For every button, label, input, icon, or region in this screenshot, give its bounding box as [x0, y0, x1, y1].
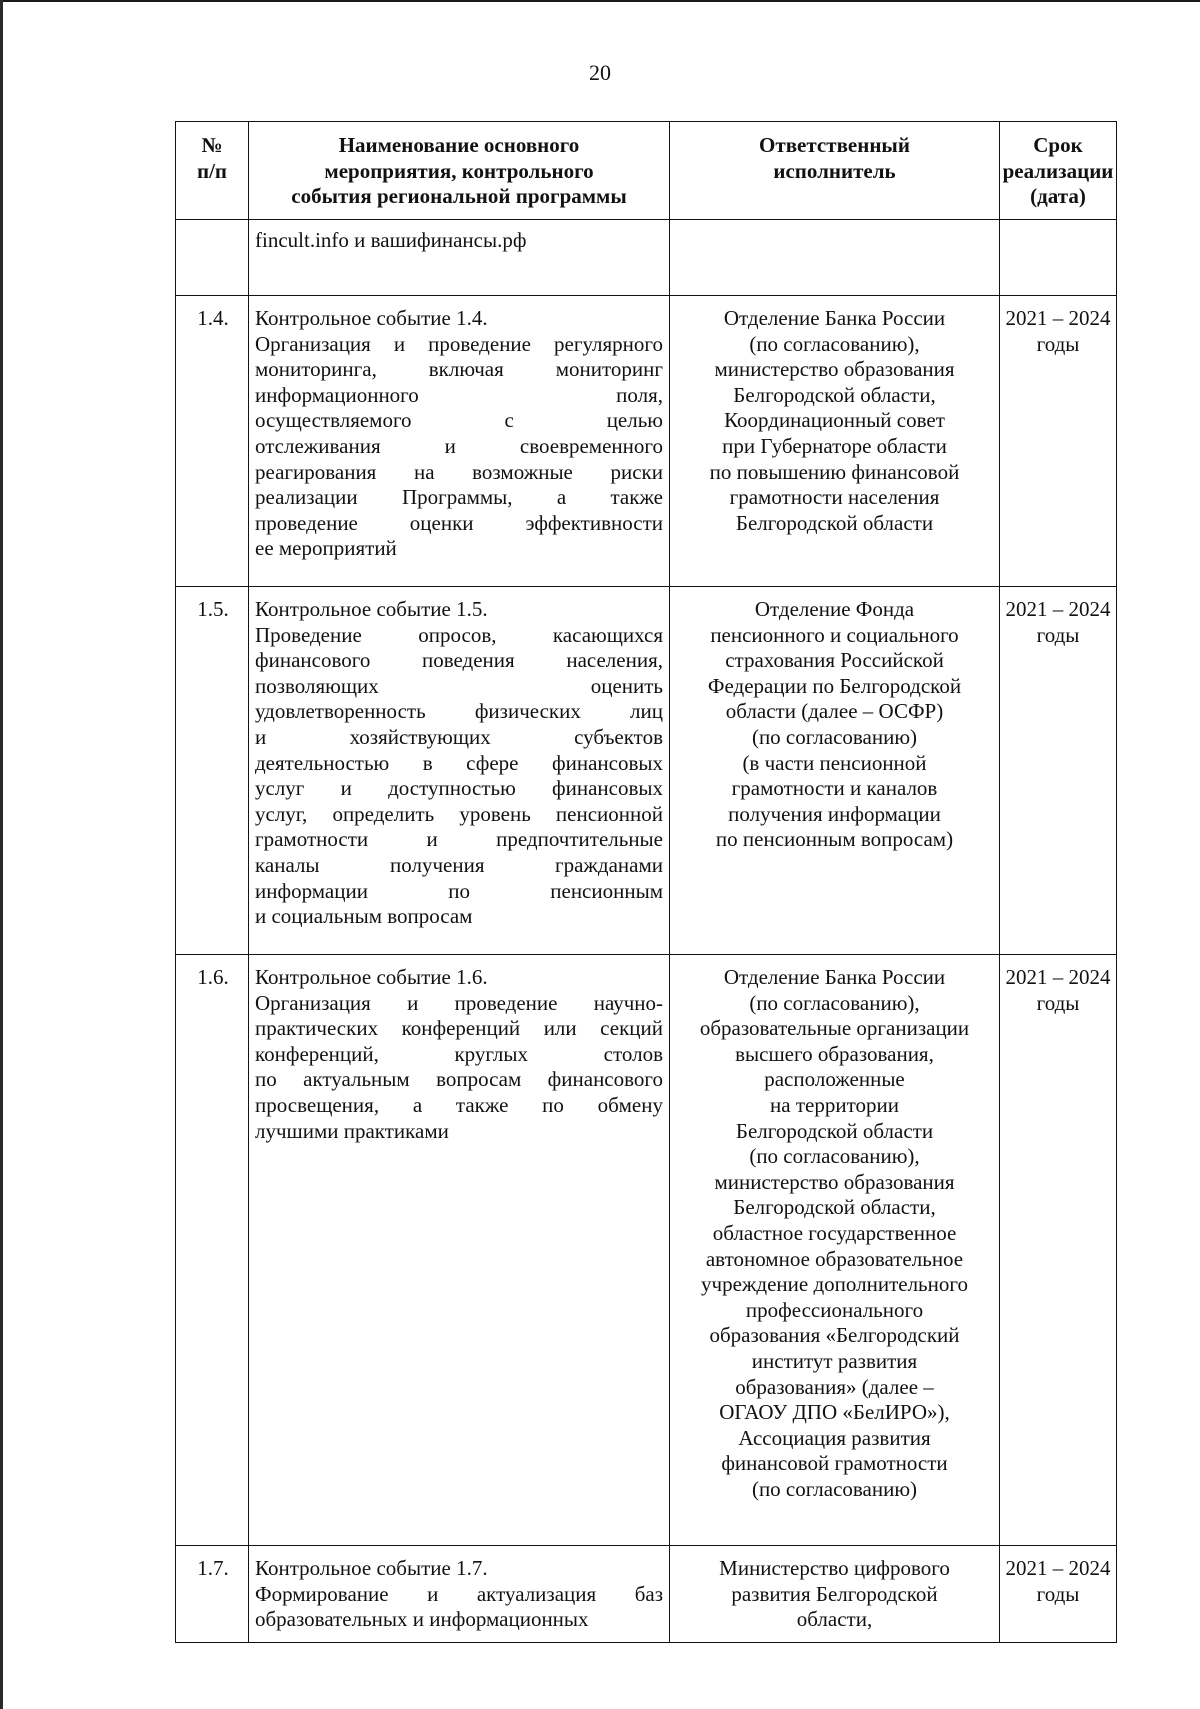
responsible-line: финансовой грамотности: [721, 1451, 948, 1476]
responsible-line: по пенсионным вопросам): [715, 827, 954, 852]
header-term-line: реализации: [1002, 158, 1114, 183]
row-number: 1.5.: [176, 587, 249, 955]
responsible-line: образования» (далее –: [735, 1374, 934, 1399]
responsible-line: высшего образования,: [735, 1041, 934, 1066]
term-line: 2021 – 2024: [1005, 965, 1111, 989]
event-description-line: Формирование и актуализация баз: [255, 1581, 663, 1606]
responsible-cell: [670, 220, 1000, 296]
responsible-line: ОГАОУ ДПО «БелИРО»),: [719, 1400, 950, 1425]
responsible-line: институт развития: [751, 1348, 918, 1373]
header-name-line: мероприятия, контрольного: [324, 158, 594, 183]
event-name-cell: [249, 220, 670, 296]
responsible-cell: [670, 1546, 1000, 1643]
event-description-line: просвещения, а также по обмену: [255, 1092, 663, 1117]
event-description-line: каналы получения гражданами: [255, 852, 663, 877]
event-description-line: информации по пенсионным: [255, 878, 663, 903]
header-num-line: №: [201, 133, 223, 157]
term-cell: [1000, 296, 1117, 587]
event-description-line: Проведение опросов, касающихся: [255, 622, 663, 647]
responsible-line: министерство образования: [714, 357, 955, 382]
table-row: [176, 955, 1117, 1546]
event-description-line: реализации Программы, а также: [255, 485, 663, 510]
event-description-line: проведение оценки эффективности: [255, 510, 663, 535]
term-cell: [1000, 1546, 1117, 1643]
page-number: 20: [589, 60, 611, 85]
responsible-line: Федерации по Белгородской: [707, 673, 962, 698]
responsible-line: Отделение Фонда: [754, 597, 915, 621]
event-description-line: информационного поля,: [255, 382, 663, 407]
term-line: годы: [1036, 331, 1080, 356]
events-table: [175, 121, 1117, 1643]
row-number: 1.6.: [176, 955, 249, 1546]
page-top-border: [0, 0, 1200, 2]
responsible-line: Белгородской области: [735, 510, 934, 535]
event-description-line: практических конференций или секций: [255, 1016, 663, 1041]
event-description-line: образовательных и информационных: [255, 1607, 589, 1632]
page-left-border: [0, 0, 3, 1709]
responsible-cell: [670, 296, 1000, 587]
responsible-line: пенсионного и социального: [710, 622, 959, 647]
event-description-line: Организация и проведение научно-: [255, 990, 663, 1015]
responsible-line: области,: [796, 1607, 873, 1632]
responsible-line: при Губернаторе области: [722, 433, 947, 458]
table-row: [176, 587, 1117, 955]
header-name: [249, 122, 670, 220]
header-responsible-line: Ответственный: [759, 133, 910, 157]
responsible-line: (по согласованию),: [749, 1144, 920, 1169]
event-description-line: и хозяйствующих субъектов: [255, 724, 663, 749]
event-description-line: fincult.info и вашифинансы.рф: [255, 228, 527, 252]
responsible-line: страхования Российской: [725, 648, 944, 673]
table-row: [176, 296, 1117, 587]
responsible-line: Ассоциация развития: [738, 1425, 931, 1450]
responsible-line: Координационный совет: [724, 408, 945, 433]
responsible-line: (по согласованию): [751, 724, 918, 749]
responsible-line: Белгородской области,: [733, 382, 936, 407]
event-description-line: лучшими практиками: [255, 1118, 449, 1143]
responsible-line: Отделение Банка России: [723, 965, 946, 989]
responsible-line: образовательные организации: [699, 1016, 970, 1041]
header-responsible: [670, 122, 1000, 220]
responsible-line: автономное образовательное: [705, 1246, 964, 1271]
event-description-line: реагирования на возможные риски: [255, 459, 663, 484]
responsible-line: образования «Белгородский: [709, 1323, 960, 1348]
event-title: Контрольное событие 1.7.: [255, 1556, 488, 1580]
responsible-cell: [670, 955, 1000, 1546]
term-cell: [1000, 220, 1117, 296]
header-name-line: события региональной программы: [291, 184, 627, 209]
table-row: [176, 220, 1117, 296]
term-line: 2021 – 2024: [1005, 1556, 1111, 1580]
row-number: [176, 220, 249, 296]
responsible-line: (по согласованию),: [749, 990, 920, 1015]
term-cell: [1000, 587, 1117, 955]
responsible-line: развития Белгородской: [731, 1581, 938, 1606]
responsible-line: на территории: [770, 1092, 899, 1117]
table-header-row: [176, 122, 1117, 220]
event-description-line: осуществляемого с целью: [255, 408, 663, 433]
responsible-line: (по согласованию),: [749, 331, 920, 356]
event-description-line: грамотности и предпочтительные: [255, 827, 663, 852]
term-cell: [1000, 955, 1117, 1546]
event-description-line: Организация и проведение регулярного: [255, 331, 663, 356]
responsible-cell: [670, 587, 1000, 955]
term-line: годы: [1036, 990, 1080, 1015]
row-number: 1.4.: [176, 296, 249, 587]
responsible-line: министерство образования: [714, 1169, 955, 1194]
term-line: 2021 – 2024: [1005, 597, 1111, 621]
event-description-line: ее мероприятий: [255, 536, 397, 561]
event-name-cell: [249, 955, 670, 1546]
term-line: годы: [1036, 1581, 1080, 1606]
responsible-line: Белгородской области: [735, 1118, 934, 1143]
table-row: [176, 1546, 1117, 1643]
event-description-line: и социальным вопросам: [255, 904, 473, 929]
event-description-line: удовлетворенность физических лиц: [255, 699, 663, 724]
responsible-line: Министерство цифрового: [719, 1556, 950, 1580]
event-name-cell: [249, 1546, 670, 1643]
event-description-line: по актуальным вопросам финансового: [255, 1067, 663, 1092]
responsible-line: грамотности населения: [729, 485, 940, 510]
event-description-line: мониторинга, включая мониторинг: [255, 357, 663, 382]
term-line: годы: [1036, 622, 1080, 647]
responsible-line: получения информации: [728, 801, 941, 826]
event-title: Контрольное событие 1.5.: [255, 597, 488, 621]
header-num-line: п/п: [196, 158, 228, 183]
header-term-line: (дата): [1030, 184, 1086, 209]
event-title: Контрольное событие 1.6.: [255, 965, 488, 989]
row-number: 1.7.: [176, 1546, 249, 1643]
header-num: [176, 122, 249, 220]
responsible-line: профессионального: [745, 1297, 924, 1322]
responsible-line: учреждение дополнительного: [701, 1272, 968, 1297]
header-term-line: Срок: [1033, 133, 1083, 157]
event-description-line: деятельностью в сфере финансовых: [255, 750, 663, 775]
responsible-line: областное государственное: [712, 1220, 957, 1245]
header-term: [1000, 122, 1117, 220]
event-name-cell: [249, 296, 670, 587]
event-description-line: услуг и доступностью финансовых: [255, 776, 663, 801]
event-name-cell: [249, 587, 670, 955]
responsible-line: по повышению финансовой: [709, 459, 960, 484]
event-description-line: услуг, определить уровень пенсионной: [255, 801, 663, 826]
responsible-line: грамотности и каналов: [731, 776, 938, 801]
event-title: Контрольное событие 1.4.: [255, 306, 488, 330]
responsible-line: (в части пенсионной: [742, 750, 927, 775]
event-description-line: отслеживания и своевременного: [255, 433, 663, 458]
table-body: [176, 220, 1117, 1643]
responsible-line: (по согласованию): [751, 1476, 918, 1501]
event-description-line: конференций, круглых столов: [255, 1041, 663, 1066]
event-description-line: позволяющих оценить: [255, 673, 663, 698]
header-responsible-line: исполнитель: [773, 158, 896, 183]
event-description-line: финансового поведения населения,: [255, 648, 663, 673]
responsible-line: Отделение Банка России: [723, 306, 946, 330]
header-name-line: Наименование основного: [338, 133, 580, 157]
term-line: 2021 – 2024: [1005, 306, 1111, 330]
responsible-line: области (далее – ОСФР): [725, 699, 944, 724]
responsible-line: Белгородской области,: [733, 1195, 936, 1220]
responsible-line: расположенные: [764, 1067, 905, 1092]
